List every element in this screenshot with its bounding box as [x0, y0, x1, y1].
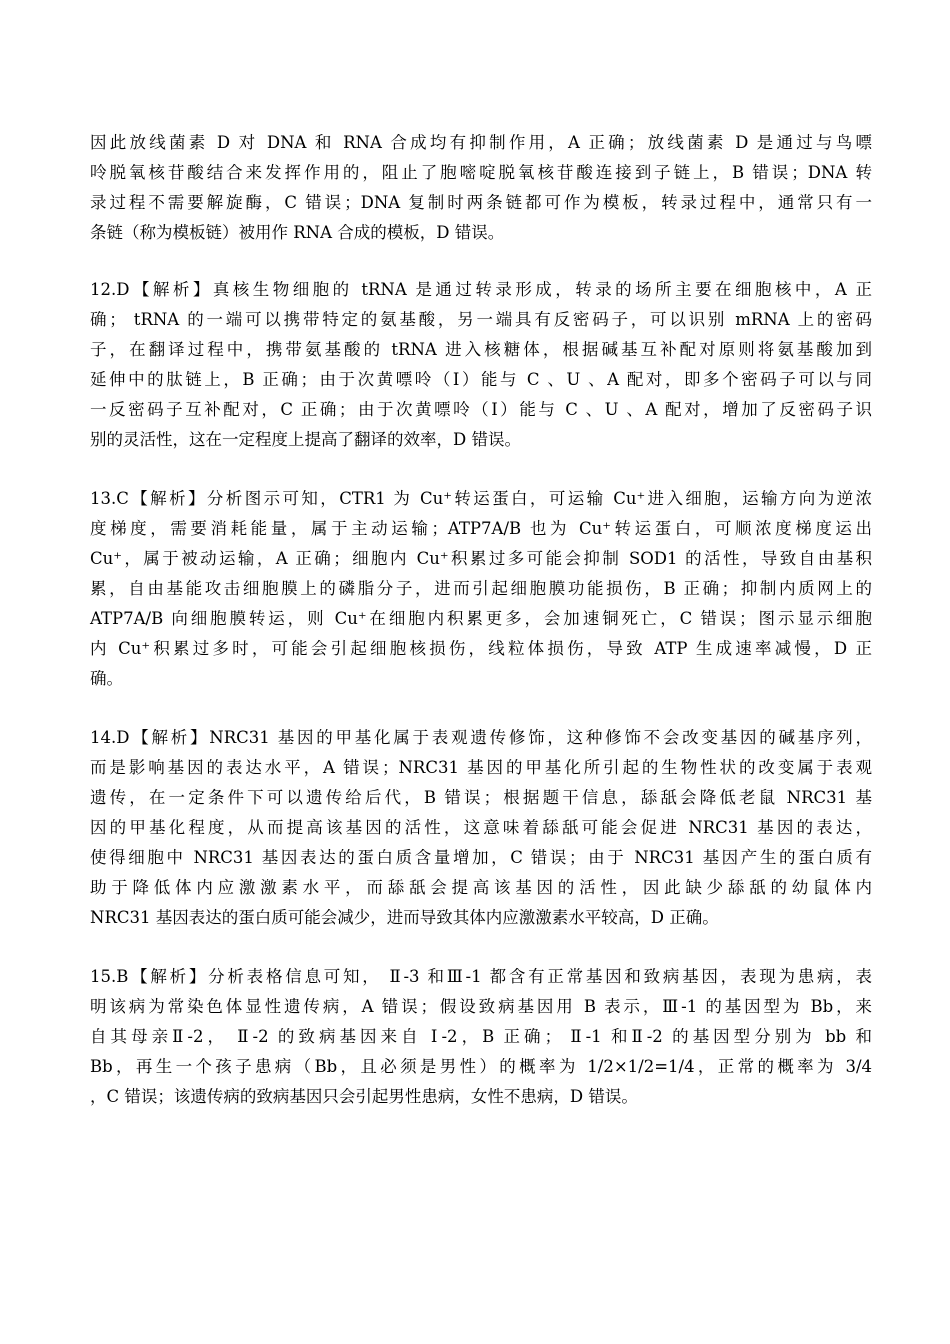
- text-line: 14.D【解析】NRC31 基因的甲基化属于表观遗传修饰，这种修饰不会改变基因的碱基序列，: [90, 728, 872, 747]
- text-line: 12.D【解析】真核生物细胞的 tRNA 是通过转录形成，转录的场所主要在细胞核中，A 正: [90, 280, 872, 299]
- text-line: 延伸中的肽链上，B 正确；由于次黄嘌呤（I）能与 C 、U 、A 配对，即多个密码子可以与同: [90, 370, 872, 389]
- answer-15: [90, 962, 872, 1112]
- text-line: 使得细胞中 NRC31 基因表达的蛋白质含量增加，C 错误；由于 NRC31 基因产生的蛋白质有: [90, 848, 872, 867]
- text-line: NRC31 基因表达的蛋白质可能会减少，进而导致其体内应激激素水平较高，D 正确。: [90, 908, 719, 927]
- answer-14: [90, 723, 872, 933]
- text-line: 确。: [90, 669, 123, 688]
- text-line: Bb，再生一个孩子患病（Bb，且必须是男性）的概率为 1/2×1/2=1/4，正常的概率为 3/4: [90, 1057, 872, 1076]
- text-line: 确； tRNA 的一端可以携带特定的氨基酸，另一端具有反密码子，可以识别 mRNA 上的密码: [90, 310, 872, 329]
- text-line: 别的灵活性，这在一定程度上提高了翻译的效率，D 错误。: [90, 430, 521, 449]
- text-line: 明该病为常染色体显性遗传病，A 错误；假设致病基因用 B 表示，Ⅲ-1 的基因型为 Bb，来: [90, 997, 872, 1016]
- text-line: 条链（称为模板链）被用作 RNA 合成的模板，D 错误。: [90, 223, 505, 242]
- text-line: 13.C【解析】分析图示可知，CTR1 为 Cu⁺转运蛋白，可运输 Cu⁺进入细胞，运输方向为逆浓: [90, 489, 872, 508]
- text-line: 因的甲基化程度，从而提高该基因的活性，这意味着舔舐可能会促进 NRC31 基因的表达，: [90, 818, 872, 837]
- text-line: 助于降低体内应激激素水平，而舔舐会提高该基因的活性，因此缺少舔舐的幼鼠体内: [90, 878, 872, 897]
- text-line: 遗传，在一定条件下可以遗传给后代，B 错误；根据题干信息，舔舐会降低老鼠 NRC31 基: [90, 788, 872, 807]
- text-line: 累，自由基能攻击细胞膜上的磷脂分子，进而引起细胞膜功能损伤，B 正确；抑制内质网上的: [90, 579, 872, 598]
- text-line: 录过程不需要解旋酶，C 错误；DNA 复制时两条链都可作为模板，转录过程中，通常只有一: [90, 193, 872, 212]
- text-line: 因此放线菌素 D 对 DNA 和 RNA 合成均有抑制作用，A 正确；放线菌素 D 是通过与鸟嘌: [90, 133, 872, 152]
- text-line: 自其母亲Ⅱ-2， Ⅱ-2 的致病基因来自 Ⅰ-2，B 正确； Ⅱ-1 和Ⅱ-2 的基因型分别为 bb 和: [90, 1027, 872, 1046]
- text-line: 15.B【解析】分析表格信息可知， Ⅱ-3 和Ⅲ-1 都含有正常基因和致病基因，表现为患病，表: [90, 967, 872, 986]
- text-line: 子，在翻译过程中，携带氨基酸的 tRNA 进入核糖体，根据碱基互补配对原则将氨基酸加到: [90, 340, 872, 359]
- text-line: 而是影响基因的表达水平，A 错误；NRC31 基因的甲基化所引起的生物性状的改变属于表观: [90, 758, 872, 777]
- answer-13: [90, 484, 872, 694]
- text-line: Cu⁺，属于被动运输，A 正确；细胞内 Cu⁺积累过多可能会抑制 SOD1 的活性，导致自由基积: [90, 549, 872, 568]
- answer-11-continued: [90, 128, 872, 248]
- text-line: 内 Cu⁺积累过多时，可能会引起细胞核损伤，线粒体损伤，导致 ATP 生成速率减慢，D 正: [90, 639, 872, 658]
- answer-12: [90, 275, 872, 455]
- text-line: ATP7A/B 向细胞膜转运，则 Cu⁺在细胞内积累更多，会加速铜死亡，C 错误；图示显示细胞: [90, 609, 872, 628]
- text-line: 度梯度，需要消耗能量，属于主动运输；ATP7A/B 也为 Cu⁺转运蛋白，可顺浓度梯度运出: [90, 519, 872, 538]
- text-line: 一反密码子互补配对，C 正确；由于次黄嘌呤（I）能与 C 、U 、A 配对，增加了反密码子识: [90, 400, 872, 419]
- text-line: ，C 错误；该遗传病的致病基因只会引起男性患病，女性不患病，D 错误。: [90, 1087, 638, 1106]
- text-line: 呤脱氧核苷酸结合来发挥作用的，阻止了胞嘧啶脱氧核苷酸连接到子链上，B 错误；DNA 转: [90, 163, 872, 182]
